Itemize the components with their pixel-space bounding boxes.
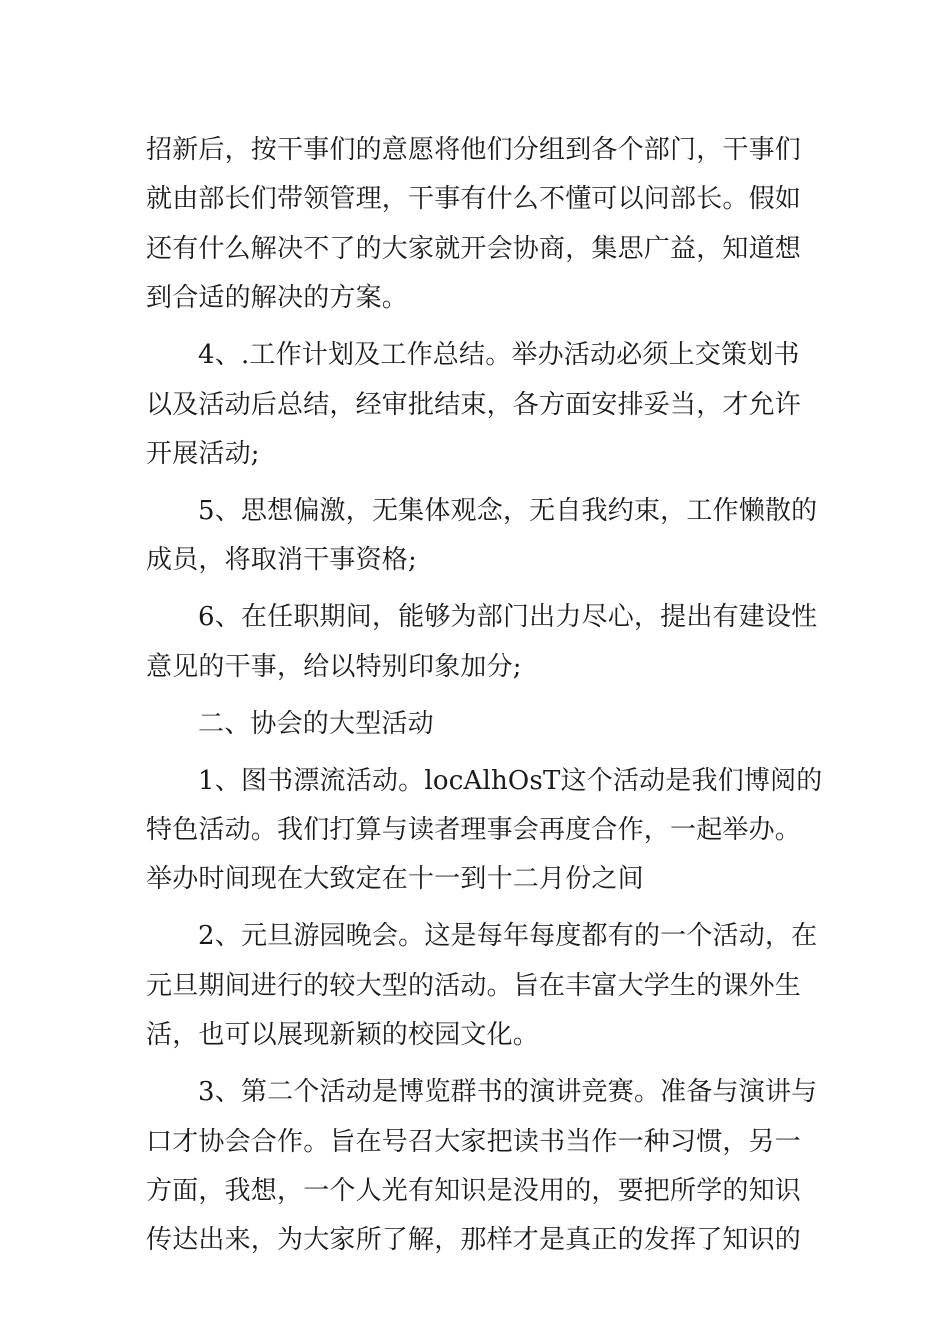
text-line: 成员，将取消干事资格;	[146, 545, 417, 576]
text-line: 开展活动;	[146, 438, 260, 469]
text-line: 活，也可以展现新颖的校园文化。	[146, 1020, 540, 1051]
text-line: 就由部长们带领管理，干事有什么不懂可以问部长。假如	[146, 184, 802, 215]
text-line: 1、图书漂流活动。locAlhOsT这个活动是我们博阅的	[198, 765, 823, 796]
text-line: 举办时间现在大致定在十一到十二月份之间	[146, 864, 644, 895]
paragraph-gap	[146, 324, 806, 332]
text-line: 6、在任职期间，能够为部门出力尽心，提出有建设性	[198, 602, 818, 633]
text-line: 方面，我想，一个人光有知识是没用的，要把所学的知识	[146, 1175, 802, 1206]
paragraph-gap	[146, 692, 806, 700]
text-line: 传达出来，为大家所了解，那样才是真正的发挥了知识的	[146, 1225, 802, 1256]
text-line: 意见的干事，给以特别印象加分;	[146, 651, 522, 682]
text-line: 口才协会合作。旨在号召大家把读书当作一种习惯，另一	[146, 1126, 802, 1157]
text-line: 4、.工作计划及工作总结。举办活动必须上交策划书	[198, 340, 800, 371]
text-line: 3、第二个活动是博览群书的演讲竞赛。准备与演讲与	[198, 1077, 818, 1108]
text-line: 二、协会的大型活动	[198, 708, 434, 739]
paragraph-gap	[146, 749, 806, 757]
paragraph-gap	[146, 905, 806, 913]
text-line: 到合适的解决的方案。	[146, 283, 409, 314]
text-line: 还有什么解决不了的大家就开会协商，集思广益，知道想	[146, 233, 802, 264]
paragraph-gap	[146, 479, 806, 487]
text-line: 2、元旦游园晚会。这是每年每度都有的一个活动，在	[198, 921, 818, 952]
text-line: 招新后，按干事们的意愿将他们分组到各个部门，干事们	[146, 135, 802, 165]
text-line: 以及活动后总结，经审批结束，各方面安排妥当，才允许	[146, 389, 802, 420]
document-body	[146, 126, 823, 1266]
text-line: 元旦期间进行的较大型的活动。旨在丰富大学生的课外生	[146, 970, 802, 1001]
text-line: 5、思想偏激，无集体观念，无自我约束，工作懒散的	[198, 495, 818, 526]
paragraph-gap	[146, 1061, 806, 1069]
paragraph-gap	[146, 586, 806, 594]
text-line: 特色活动。我们打算与读者理事会再度合作，一起举办。	[146, 815, 802, 846]
